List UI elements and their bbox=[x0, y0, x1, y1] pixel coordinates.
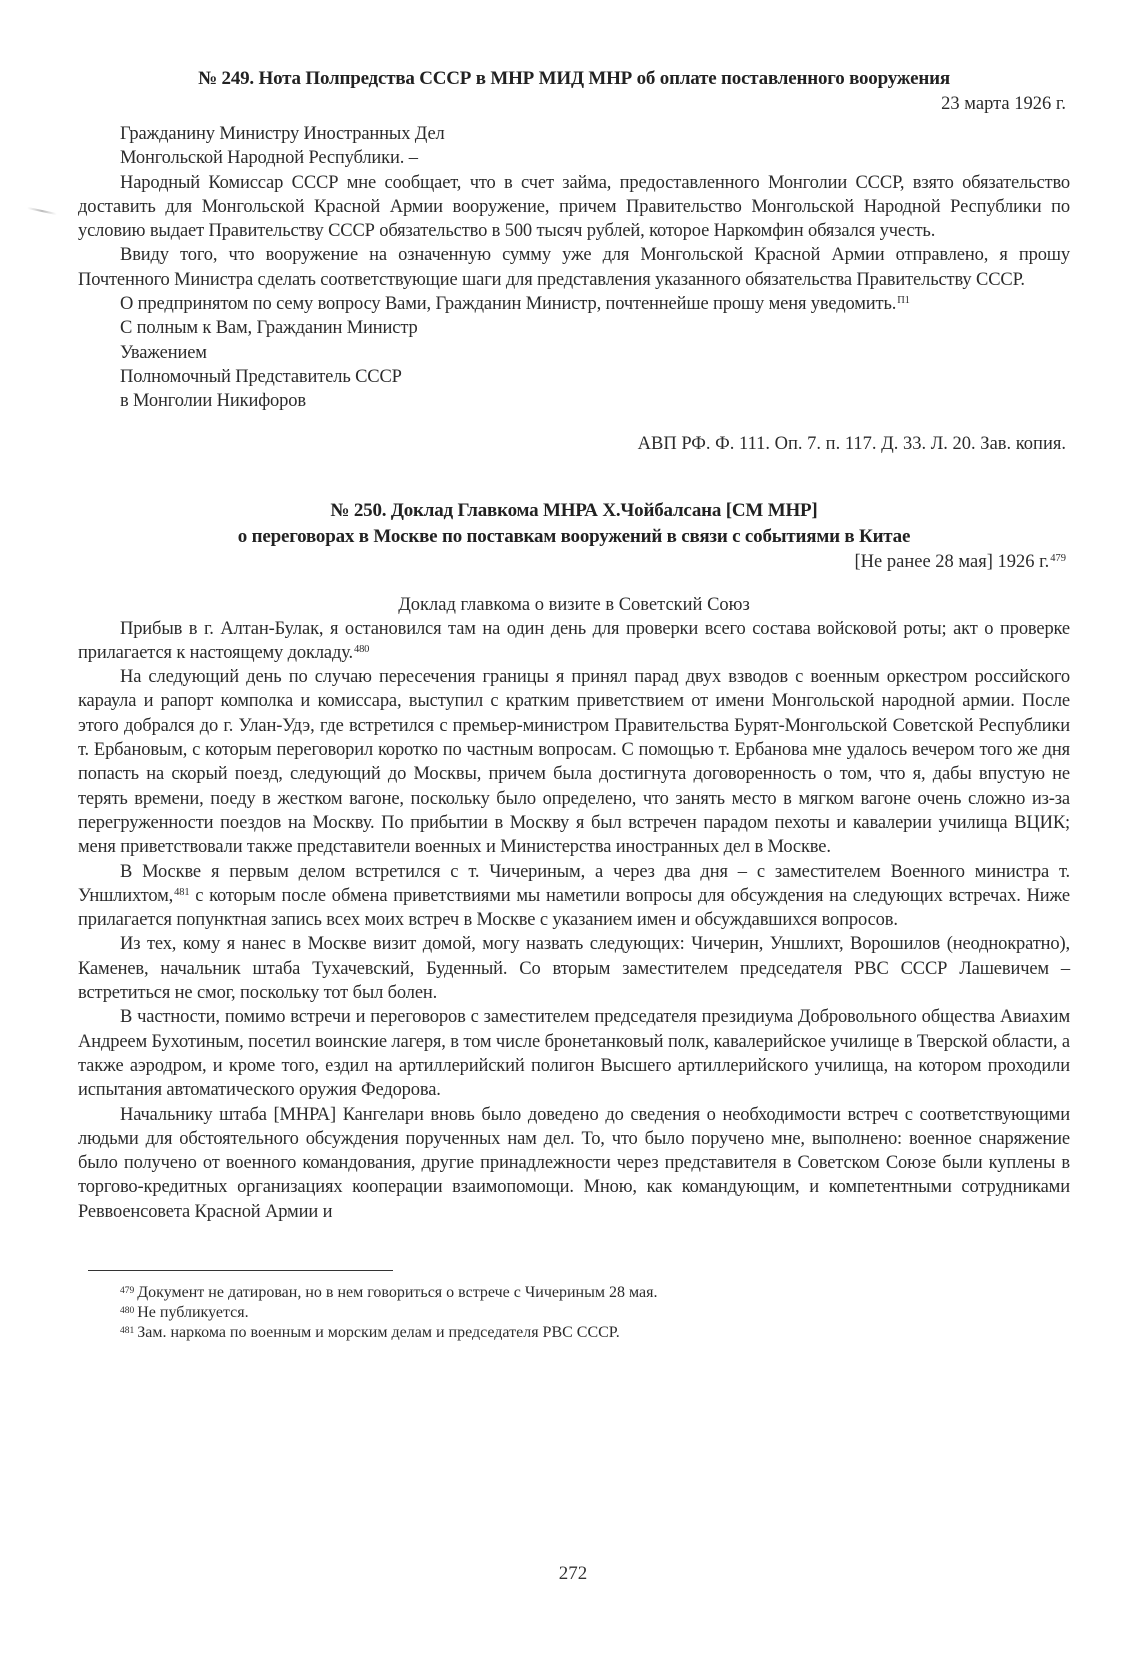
paragraph-text: В частности, помимо встречи и переговоров с заместителем председателя президиума Добровольного общества Авиахим Андреем Бухотиным, посетил воинские лагеря, в том числе бронетанковый полк, кавалерийское училище в Тверской области, а также аэродром, и кроме того, ездил на артиллерийский полигон Высшего артиллерийского училища, на котором проходили испытания автоматического оружия Федорова. bbox=[78, 1007, 1070, 1101]
closing-line: О предпринятом по сему вопросу Вами, Гражданин Министр, почтеннейше прошу меня уведомить. bbox=[120, 294, 897, 315]
footnote-number: 479 bbox=[120, 1285, 135, 1296]
signature-line: в Монголии Никифоров bbox=[120, 391, 306, 412]
body-paragraph bbox=[78, 665, 1070, 859]
document-249 bbox=[78, 66, 1070, 456]
footnote-text: Зам. наркома по военным и морским делам и председателя РВС СССР. bbox=[137, 1323, 620, 1341]
paragraph-text-continued: с которым после обмена приветствиями мы наметили вопросы для обсуждения на следующих встречах. Ниже прилагается попунктная запись всех моих встреч в Москве с указанием имен и обсуждавшихся вопросов. bbox=[78, 885, 1070, 931]
body-paragraph bbox=[78, 1005, 1070, 1102]
paragraph-text: Начальнику штаба [МНРА] Кангелари вновь было доведено до сведения о необходимости встреч с соответствующими людьми для обстоятельного обсуждения порученных нам дел. То, что было поручено мне, выполнено: военное снаряжение было получено от военного командования, другие принадлежности через представителя в Советском Союзе были куплены в торгово-кредитных организациях кооперации взаимопомощи. Мною, как командующим, и компетентными сотрудниками Реввоенсовета Красной Армии и bbox=[78, 1104, 1070, 1222]
archive-reference: АВП РФ. Ф. 111. Оп. 7. п. 117. Д. 33. Л. 20. Зав. копия. bbox=[637, 433, 1066, 454]
body-paragraph: Ввиду того, что вооружение на означенную сумму уже для Монгольской Красной Армии отправлено, я прошу Почтенного Министра сделать соответствующие шаги для представления указанного обязательства Правительству СССР. bbox=[78, 245, 1070, 290]
paragraph-text: На следующий день по случаю пересечения границы я принял парад двух взводов с военным оркестром российского караула и рапорт комполка и комиссара, выступил с кратким приветствием от имени Монгольской народной армии. После этого добрался до г. Улан-Удэ, где встретился с премьер-министром Правительства Бурят-Монгольской Советской Республики т. Ербановым, с которым переговорил коротко по частным вопросам. С помощью т. Ербанова мне удалось вечером того же дня попасть на скорый поезд, следующий до Москвы, причем была достигнута договоренность о том, что я, дабы впустую не терять времени, поеду в жестком вагоне, поскольку было определено, что занять место в мягком вагоне очень сложно из-за перегруженности поездов на Москву. По прибытии в Москву я был встречен парадом пехоты и кавалерии училища ВЦИК; меня приветствовали также представители военных и Министерства иностранных дел в Москве. bbox=[78, 667, 1070, 858]
page-number: 272 bbox=[558, 1563, 588, 1584]
addressee-line: Гражданину Министру Иностранных Дел bbox=[120, 124, 445, 144]
document-249-title: № 249. Нота Полпредства СССР в МНР МИД МНР об оплате поставленного вооружения bbox=[198, 68, 950, 89]
footnote-item bbox=[120, 1283, 1070, 1303]
body-paragraph bbox=[78, 860, 1070, 933]
footnotes bbox=[120, 1283, 1070, 1343]
body-paragraph bbox=[78, 617, 1070, 666]
document-250 bbox=[78, 498, 1070, 1224]
paragraph-text: Прибыв в г. Алтан-Булак, я остановился там на один день для проверки всего состава войсковой роты; акт о проверке прилагается к настоящему докладу. bbox=[78, 618, 1070, 663]
addressee-block bbox=[78, 122, 1070, 171]
footnote-item bbox=[120, 1323, 1070, 1343]
footnote-number: 480 bbox=[120, 1305, 135, 1316]
footnote-number: 481 bbox=[120, 1325, 135, 1336]
document-249-date: 23 марта 1926 г. bbox=[941, 94, 1066, 114]
note-marker: П1 bbox=[897, 295, 910, 307]
signature-line: С полным к Вам, Гражданин Министр bbox=[120, 318, 418, 339]
closing-paragraph bbox=[78, 292, 1070, 316]
body-paragraph bbox=[78, 932, 1070, 1005]
footnote-ref: 480 bbox=[353, 643, 370, 655]
footnote-ref: 481 bbox=[174, 886, 190, 898]
signature-line: Полномочный Представитель СССР bbox=[120, 366, 402, 387]
document-250-title-line-2: о переговорах в Москве по поставкам вооружений в связи с событиями в Китае bbox=[237, 525, 911, 547]
footnote-ref: 479 bbox=[1050, 552, 1066, 564]
footnote-text: Документ не датирован, но в нем говориться о встрече с Чичериным 28 мая. bbox=[137, 1283, 658, 1301]
addressee-line: Монгольской Народной Республики. – bbox=[120, 148, 418, 169]
paragraph-text: В Москве я первым делом встретился с т. Чичериным, а через два дня – с заместителем Военного министра т. Уншлихтом, bbox=[78, 861, 1070, 906]
document-250-title-line-1: № 250. Доклад Главкома МНРА Х.Чойбалсана [СМ МНР] bbox=[330, 499, 818, 521]
footnote-divider bbox=[88, 1270, 393, 1271]
scan-artifact bbox=[27, 207, 57, 215]
signature-line: Уважением bbox=[120, 342, 207, 363]
body-paragraph: Народный Комиссар СССР мне сообщает, что в счет займа, предоставленного Монголии СССР, взято обязательство доставить для Монгольской Красной Армии вооружение, причем Правительство Монгольской Народной Республики по условию выдает Правительству СССР обязательство в 500 тысяч рублей, которое Наркомфин обязался учесть. bbox=[78, 172, 1070, 242]
report-subheading: Доклад главкома о визите в Советский Союз bbox=[398, 594, 750, 615]
footnote-text: Не публикуется. bbox=[137, 1303, 249, 1321]
signature-block bbox=[78, 316, 1070, 413]
footnote-item bbox=[120, 1303, 1070, 1323]
book-page bbox=[78, 66, 1070, 1343]
report-body bbox=[78, 617, 1070, 1224]
paragraph-text: Из тех, кому я нанес в Москве визит домой, могу назвать следующих: Чичерин, Уншлихт, Ворошилов (неоднократно), Каменев, начальник штаба Тухачевский, Буденный. Со вторым заместителем председателя РВС СССР Лашевичем – встретиться не смог, поскольку тот был болен. bbox=[78, 934, 1070, 1004]
document-250-date bbox=[78, 550, 1066, 574]
body-paragraph bbox=[78, 1103, 1070, 1224]
date-text: [Не ранее 28 мая] 1926 г. bbox=[854, 551, 1050, 572]
